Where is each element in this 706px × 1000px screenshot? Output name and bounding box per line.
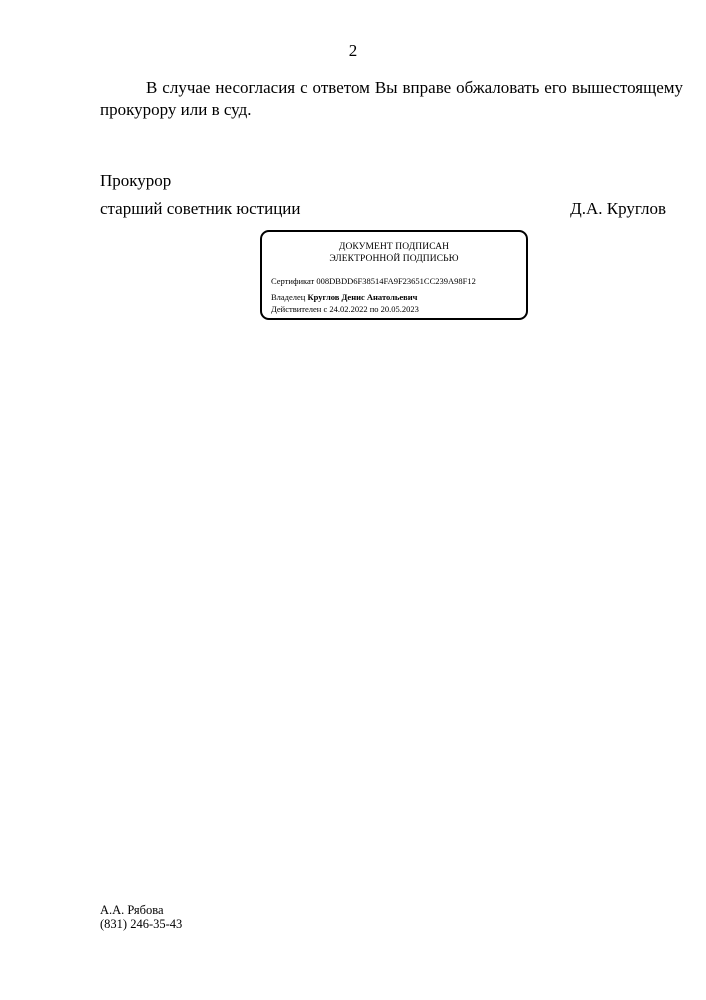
- signatory-title: Прокурор: [100, 171, 172, 190]
- electronic-signature-stamp: [260, 230, 528, 320]
- stamp-owner: [271, 292, 417, 303]
- body-paragraph: В случае несогласия с ответом Вы вправе обжаловать его вышестоящему прокурору или в суд.: [100, 78, 683, 119]
- stamp-valid-to-label: по: [369, 304, 379, 314]
- stamp-valid-label: Действителен: [271, 304, 322, 314]
- stamp-heading-line1: ДОКУМЕНТ ПОДПИСАН: [338, 242, 450, 252]
- signatory-name: Д.А. Круглов: [570, 199, 666, 218]
- stamp-valid-from-label: с: [323, 304, 328, 314]
- stamp-heading-line2: ЭЛЕКТРОННОЙ ПОДПИСЬЮ: [329, 254, 459, 264]
- stamp-certificate-label: Сертификат: [271, 276, 315, 286]
- stamp-owner-label: Владелец: [271, 292, 306, 302]
- executor-phone: (831) 246-35-43: [100, 917, 183, 931]
- signatory-rank: старший советник юстиции: [100, 199, 301, 218]
- stamp-validity: [271, 304, 419, 315]
- executor-info: [100, 903, 182, 931]
- stamp-valid-to: 20.05.2023: [380, 304, 419, 314]
- stamp-certificate-value: 008DBDD6F38514FA9F23651CC239A98F12: [316, 276, 476, 286]
- executor-name: А.А. Рябова: [100, 903, 164, 917]
- stamp-valid-from: 24.02.2022: [329, 304, 368, 314]
- stamp-certificate: [271, 276, 476, 287]
- stamp-owner-value: Круглов Денис Анатольевич: [307, 292, 418, 302]
- page-number: 2: [348, 41, 358, 60]
- stamp-heading: [262, 241, 526, 265]
